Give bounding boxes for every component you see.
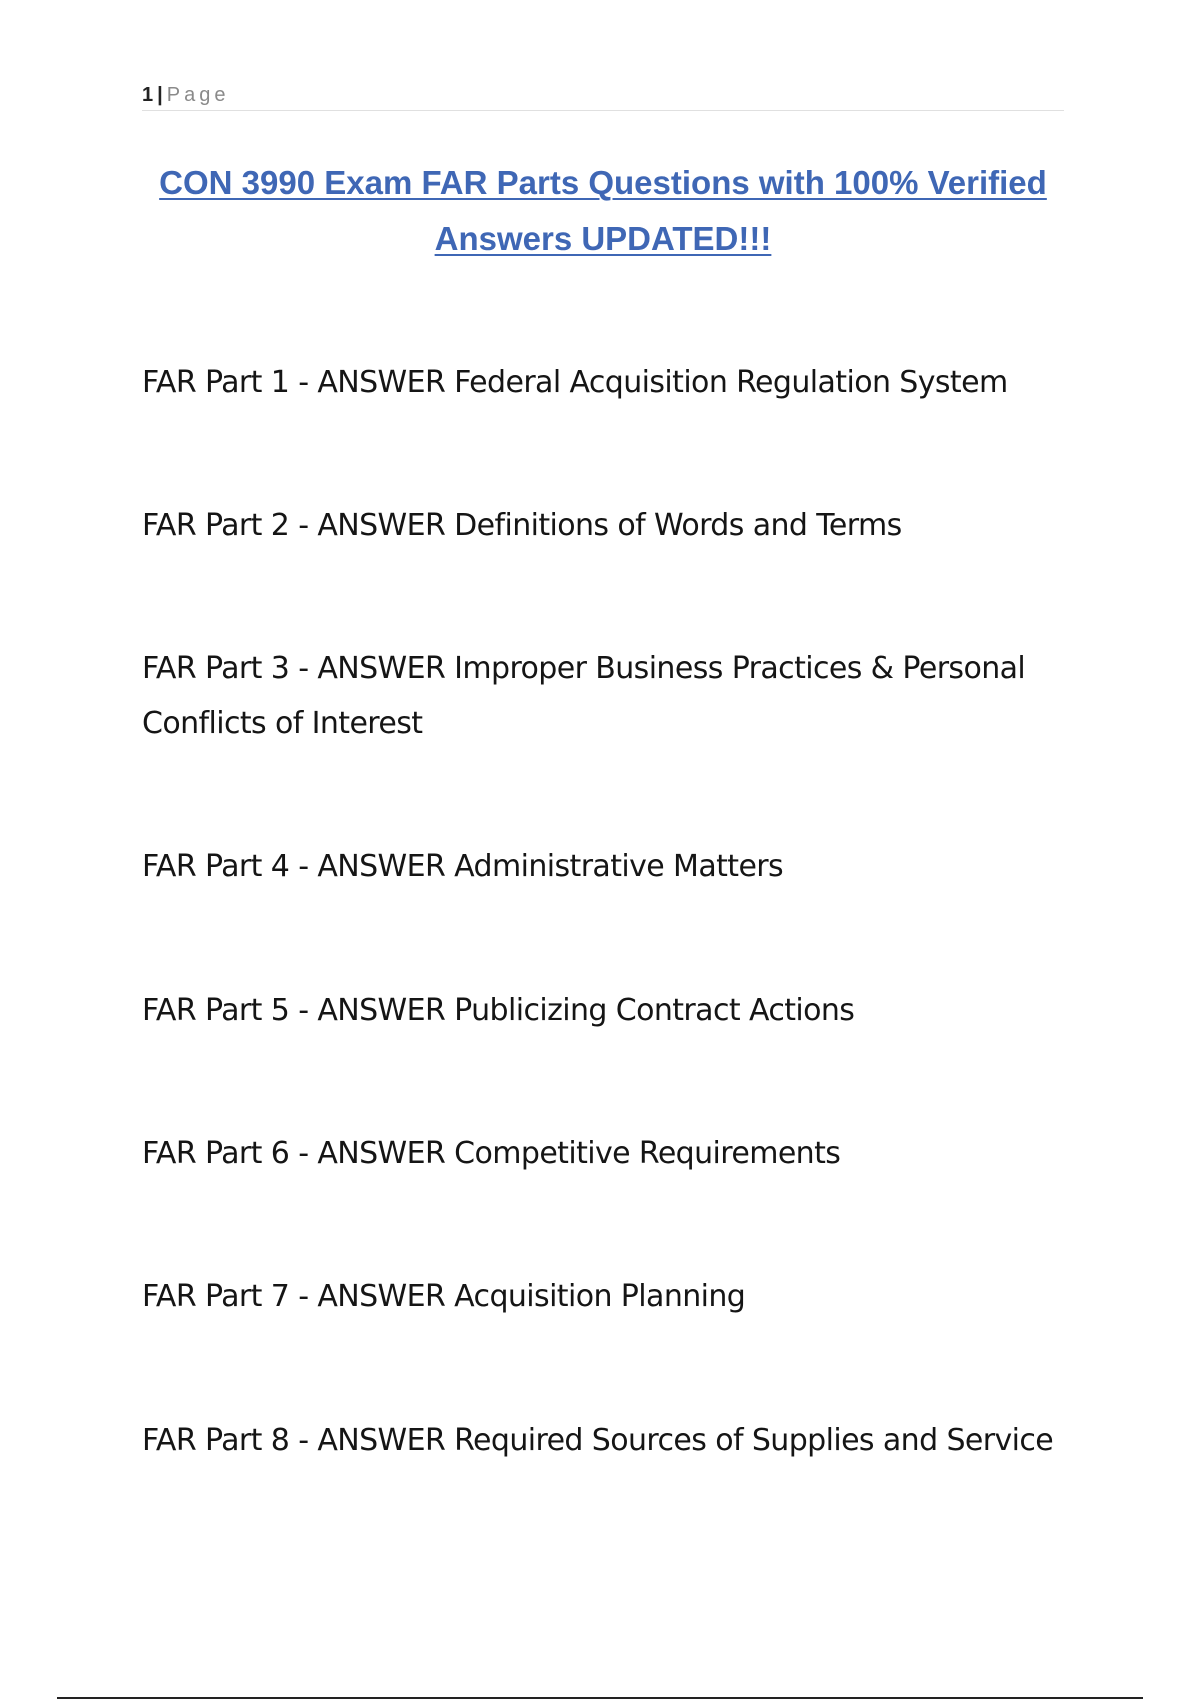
page-number: 1 [142,84,154,106]
qa-item-6: FAR Part 6 - ANSWER Competitive Requirements [142,1136,841,1171]
qa-item-3: FAR Part 3 - ANSWER Improper Business Practices & Personal Conflicts of Interest [142,651,1026,741]
bottom-divider [57,1697,1143,1699]
qa-item-8: FAR Part 8 - ANSWER Required Sources of Supplies and Service [142,1423,1054,1458]
page-separator: | [157,84,163,106]
page-label: Page [166,84,230,106]
qa-item-5: FAR Part 5 - ANSWER Publicizing Contract Actions [142,993,855,1028]
qa-item-1: FAR Part 1 - ANSWER Federal Acquisition Regulation System [142,365,1008,400]
qa-item-7: FAR Part 7 - ANSWER Acquisition Planning [142,1279,746,1314]
page-header [142,80,1064,111]
qa-item-4: FAR Part 4 - ANSWER Administrative Matters [142,849,784,884]
document-title: CON 3990 Exam FAR Parts Questions with 100% Verified Answers UPDATED!!! [159,164,1047,257]
qa-item-2: FAR Part 2 - ANSWER Definitions of Words and Terms [142,508,902,543]
